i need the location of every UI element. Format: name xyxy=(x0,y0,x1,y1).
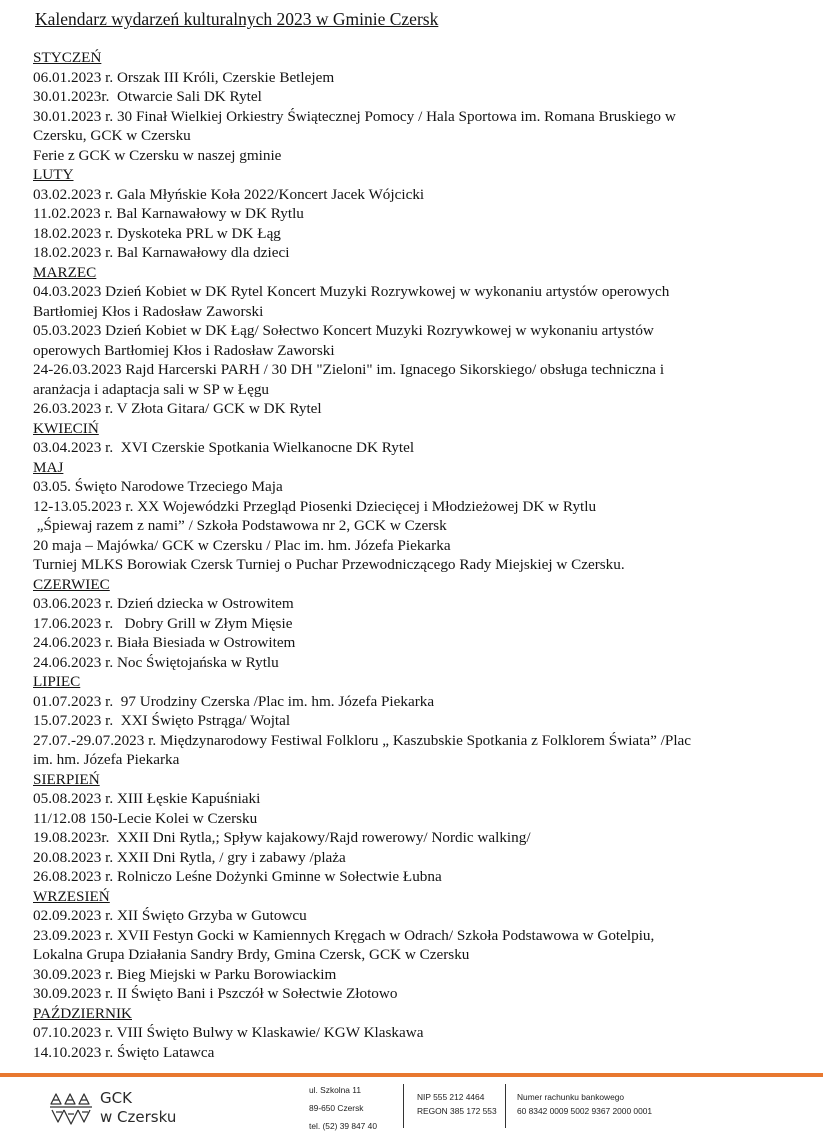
event-line: 24-26.03.2023 Rajd Harcerski PARH / 30 DH "Zieloni" im. Ignacego Sikorskiego/ obsługa techniczna i xyxy=(33,361,665,378)
event-line: operowych Bartłomiej Kłos i Radosław Zaworski xyxy=(33,341,335,359)
address-street: ul. Szkolna 11 xyxy=(309,1085,361,1095)
event-line: 12-13.05.2023 r. XX Wojewódzki Przegląd Piosenki Dziecięcej i Młodzieżowej DK w Rytlu xyxy=(33,497,597,515)
event-line: 19.08.2023r. XXII Dni Rytla,; Spływ kajakowy/Rajd rowerowy/ Nordic walking/ xyxy=(33,829,531,846)
event-line: 18.02.2023 r. Dyskoteka PRL w DK Łąg xyxy=(33,224,281,242)
event-line: Turniej MLKS Borowiak Czersk Turniej o Puchar Przewodniczącego Rady Miejskiej w Czersku. xyxy=(33,556,625,573)
regon-number: REGON 385 172 553 xyxy=(417,1106,497,1116)
org-name-line1: GCK xyxy=(100,1089,132,1107)
event-line: Czersku, GCK w Czersku xyxy=(33,127,191,144)
event-line: 03.06.2023 r. Dzień dziecka w Ostrowitem xyxy=(33,595,294,612)
event-line: 18.02.2023 r. Bal Karnawałowy dla dzieci xyxy=(33,244,290,261)
event-line: 20.08.2023 r. XXII Dni Rytla, / gry i zabawy /plaża xyxy=(33,848,346,866)
month-heading: LUTY xyxy=(33,166,74,183)
event-line: 03.05. Święto Narodowe Trzeciego Maja xyxy=(33,478,283,495)
address-city: 89-650 Czersk xyxy=(309,1103,364,1113)
event-line: 30.09.2023 r. Bieg Miejski w Parku Borowiackim xyxy=(33,965,337,983)
address-block xyxy=(309,1081,377,1135)
event-line: „Śpiewaj razem z nami” / Szkoła Podstawowa nr 2, GCK w Czersk xyxy=(33,517,447,534)
footer-rule xyxy=(0,1073,823,1077)
event-line: Bartłomiej Kłos i Radosław Zaworski xyxy=(33,302,264,320)
event-line: 06.01.2023 r. Orszak III Króli, Czerskie Betlejem xyxy=(33,68,335,86)
nip-number: NIP 555 212 4464 xyxy=(417,1092,485,1102)
event-line: 05.08.2023 r. XIII Łęskie Kapuśniaki xyxy=(33,790,261,807)
event-line: 30.01.2023 r. 30 Finał Wielkiej Orkiestry Świątecznej Pomocy / Hala Sportowa im. Romana Bruskiego w xyxy=(33,107,676,125)
event-line: 24.06.2023 r. Biała Biesiada w Ostrowitem xyxy=(33,634,296,651)
month-heading: SIERPIEŃ xyxy=(33,770,100,788)
bank-info xyxy=(517,1090,652,1118)
event-line: 03.02.2023 r. Gala Młyńskie Koła 2022/Koncert Jacek Wójcicki xyxy=(33,185,425,203)
event-line: 03.04.2023 r. XVI Czerskie Spotkania Wielkanocne DK Rytel xyxy=(33,439,415,456)
event-line: 01.07.2023 r. 97 Urodziny Czerska /Plac im. hm. Józefa Piekarka xyxy=(33,692,435,710)
event-line: 30.09.2023 r. II Święto Bani i Pszczół w Sołectwie Złotowo xyxy=(33,985,398,1002)
event-line: 27.07.-29.07.2023 r. Międzynarodowy Festiwal Folkloru „ Kaszubskie Spotkania z Folklorem Świata” /Plac xyxy=(33,731,692,749)
footer xyxy=(0,1078,823,1148)
event-line: 02.09.2023 r. XII Święto Grzyba w Gutowcu xyxy=(33,907,307,924)
event-line: 04.03.2023 Dzień Kobiet w DK Rytel Koncert Muzyki Rozrywkowej w wykonaniu artystów operowych xyxy=(33,283,670,300)
event-line: 07.10.2023 r. VIII Święto Bulwy w Klaskawie/ KGW Klaskawa xyxy=(33,1024,424,1041)
event-line: 05.03.2023 Dzień Kobiet w DK Łąg/ Sołectwo Koncert Muzyki Rozrywkowej w wykonaniu artystów xyxy=(33,322,654,339)
event-line: Ferie z GCK w Czersku w naszej gminie xyxy=(33,146,282,164)
address-phone: tel. (52) 39 847 40 xyxy=(309,1121,377,1131)
event-line: 11.02.2023 r. Bal Karnawałowy w DK Rytlu xyxy=(33,205,304,222)
event-line: 30.01.2023r. Otwarcie Sali DK Rytel xyxy=(33,88,262,105)
event-line: 26.03.2023 r. V Złota Gitara/ GCK w DK Rytel xyxy=(33,400,322,417)
month-heading: MARZEC xyxy=(33,263,97,281)
event-line: aranżacja i adaptacja sali w SP w Łęgu xyxy=(33,380,270,398)
tax-ids xyxy=(417,1090,497,1118)
event-line: 24.06.2023 r. Noc Świętojańska w Rytlu xyxy=(33,653,279,671)
month-heading: WRZESIEŃ xyxy=(33,887,110,905)
event-line: 20 maja – Majówka/ GCK w Czersku / Plac im. hm. Józefa Piekarka xyxy=(33,536,451,554)
document-title: Kalendarz wydarzeń kulturalnych 2023 w Gminie Czersk xyxy=(35,9,439,29)
event-line: 14.10.2023 r. Święto Latawca xyxy=(33,1043,215,1061)
gck-logo-icon xyxy=(48,1090,94,1130)
event-line: 23.09.2023 r. XVII Festyn Gocki w Kamiennych Kręgach w Odrach/ Szkoła Podstawowa w Gotelpiu, xyxy=(33,926,655,944)
bank-label: Numer rachunku bankowego xyxy=(517,1092,625,1102)
month-heading: KWIECIŃ xyxy=(33,419,99,437)
event-line: 26.08.2023 r. Rolniczo Leśne Dożynki Gminne w Sołectwie Łubna xyxy=(33,868,442,885)
event-line: 15.07.2023 r. XXI Święto Pstrąga/ Wojtal xyxy=(33,712,291,729)
month-heading: MAJ xyxy=(33,458,64,476)
events-list xyxy=(33,48,813,1062)
footer-divider xyxy=(403,1084,404,1128)
month-heading: PAŹDZIERNIK xyxy=(33,1004,132,1022)
month-heading: CZERWIEC xyxy=(33,575,110,593)
month-heading: LIPIEC xyxy=(33,673,81,690)
event-line: im. hm. Józefa Piekarka xyxy=(33,751,180,768)
event-line: Lokalna Grupa Działania Sandry Brdy, Gmina Czersk, GCK w Czersku xyxy=(33,946,470,963)
footer-divider xyxy=(505,1084,506,1128)
event-line: 11/12.08 150-Lecie Kolei w Czersku xyxy=(33,809,258,827)
org-name-line2: w Czersku xyxy=(100,1108,177,1126)
bank-number: 60 8342 0009 5002 9367 2000 0001 xyxy=(517,1106,653,1116)
event-line: 17.06.2023 r. Dobry Grill w Złym Mięsie xyxy=(33,614,293,632)
month-heading: STYCZEŃ xyxy=(33,49,102,66)
org-name xyxy=(100,1089,176,1127)
